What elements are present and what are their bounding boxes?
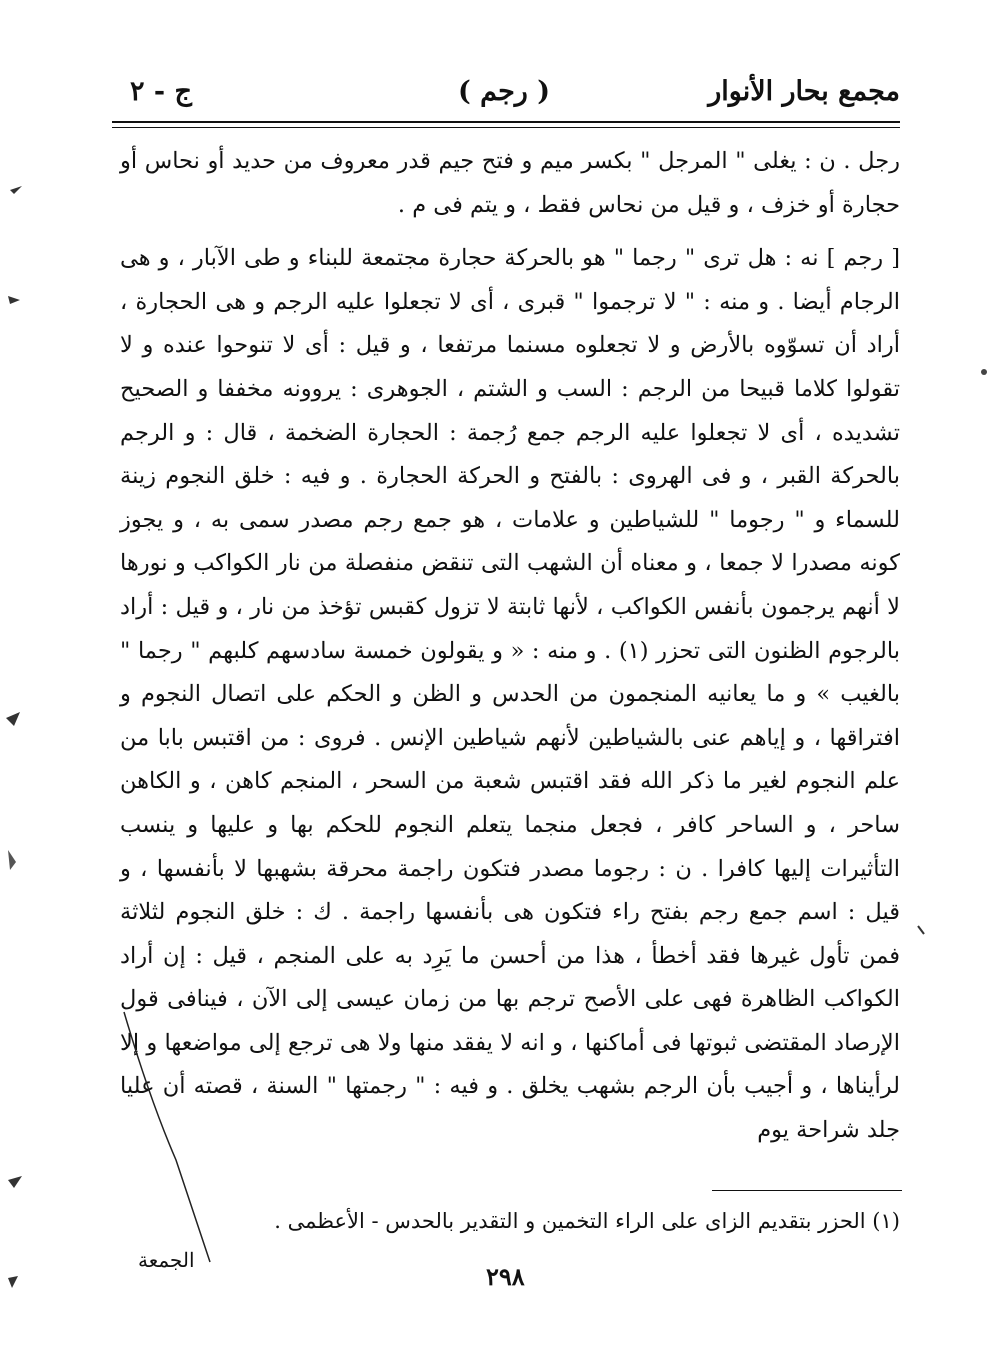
- catchword: الجمعة: [138, 1248, 195, 1272]
- margin-tick: [918, 926, 924, 934]
- margin-mark-1: [10, 186, 22, 194]
- margin-dot: [981, 369, 987, 375]
- footnote: (١) الحزر بتقديم الزاى على الراء التخمين و التقدير بالحدس - الأعظمى .: [274, 1209, 900, 1233]
- margin-mark-5: [8, 1176, 22, 1188]
- volume-number: ج - ٢: [130, 76, 192, 107]
- entry-word: ( رجم ): [457, 76, 551, 107]
- book-title: مجمع بحار الأنوار: [708, 76, 900, 107]
- paragraph-rajm: [ رجم ] نه : هل ترى " رجما " هو بالحركة حجارة مجتمعة للبناء و طى الآبار ، و هى الرجام أيضا . و منه : " لا ترجموا " قبرى ، أى لا تجعلوا عليه الرجم و هى الحجارة ، أراد أن تسوّوه بالأرض و لا تجعلوه مسنما مرتفعا ، و قيل : أى لا تنوحوا عنده و لا تقولوا كلاما قبيحا من الرجم : السب و الشتم ، الجوهرى : يروونه مخففا و الصحيح تشديده ، أى لا تجعلوا عليه الرجم جمع رُجمة : الحجارة الضخمة ، قال : و الرجم بالحركة القبر ، و فى الهروى : بالفتح و الحركة الحجارة . و فيه : خلق النجوم زينة للسماء و " رجوما " للشياطين و علامات ، هو جمع رجم مصدر سمى به ، و يجوز كونه مصدرا لا جمعا ، و معناه أن الشهب التى تنقض منفصلة من نار الكواكب و نورها لا أنهم يرجمون بأنفس الكواكب ، لأنها ثابتة لا تزول كقبس تؤخذ من نار ، و قيل : أراد بالرجوم الظنون التى تحزر (١) . و منه : « و يقولون خمسة سادسهم كلبهم " رجما " بالغيب » و ما يعانيه المنجمون من الحدس و الظن و الحكم على اتصال النجوم و افتراقها ، و إياهم عنى بالشياطين لأنهم شياطين الإنس . فروى : من اقتبس بابا من علم النجوم لغير ما ذكر الله فقد اقتبس شعبة من السحر ، المنجم كاهن ، و الكاهن ساحر ، و الساحر كافر ، فجعل منجما يتعلم النجوم للحكم بها و عليها و ينسب التأثيرات إليها كافرا . ن : رجوما مصدر فتكون راجمة محرقة بشهبها لا بأنفسها ، و قيل : اسم جمع رجم بفتح راء فتكون هى بأنفسها راجمة . ك : خلق النجوم لثلاثة فمن تأول غيرها فقد أخطأ ، هذا من أحسن ما يَرِد به على المنجم ، قيل : إن أراد الكواكب الظاهرة فهى على الأصح ترجم بها من زمان عيسى إلى الآن ، فينافى قول الإرصاد المقتضى ثبوتها فى أماكنها ، و انه لا يفقد منها ولا هى ترجع إلى مواضعها و إلا لرأيناها ، و أجيب بأن الرجم بشهب يخلق . و فيه : " رجمتها " السنة ، قصته أن عليا جلد شراحة يوم: [120, 245, 900, 1144]
- margin-mark-2: [8, 296, 20, 304]
- margin-mark-6: [8, 1276, 18, 1288]
- margin-mark-4: [8, 850, 16, 870]
- paragraph-rajul: رجل . ن : يغلى " المرجل " بكسر ميم و فتح جيم قدر معروف من حديد أو نحاس أو حجارة أو خزف ، و قيل من نحاس فقط ، و يتم فى م .: [120, 148, 900, 218]
- page-number: ٢٩٨: [486, 1262, 525, 1291]
- pen-stroke: [124, 1012, 210, 1262]
- margin-mark-3: [6, 712, 20, 726]
